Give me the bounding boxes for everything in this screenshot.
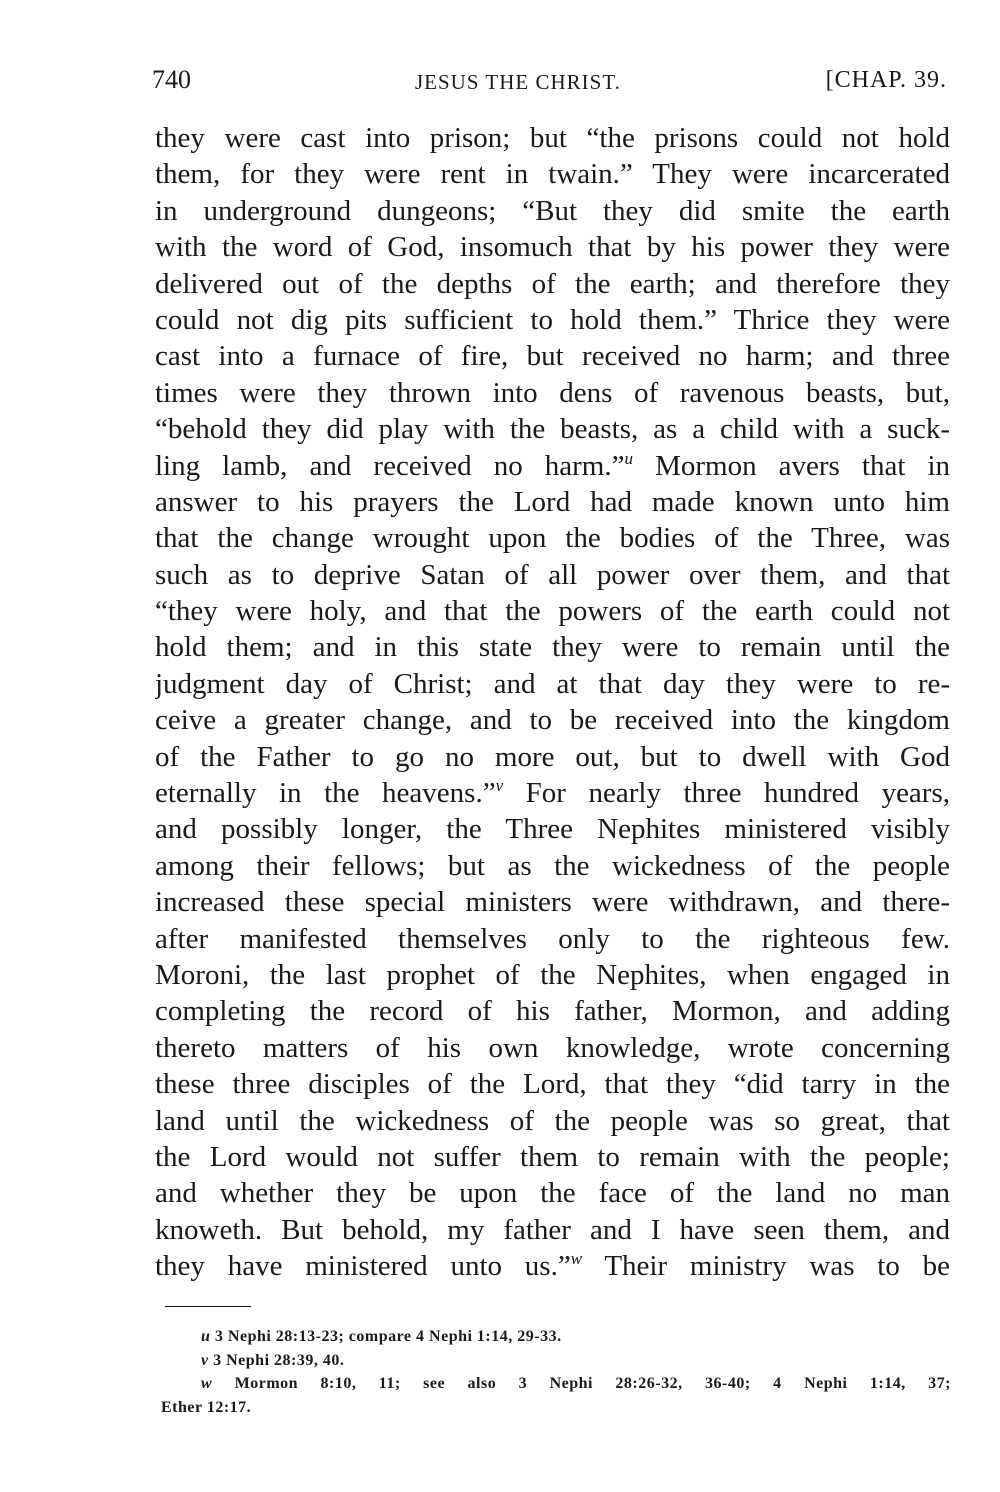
footnote-mark-w: w [201, 1375, 213, 1392]
text-line: with the word of God, insomuch that by his power they were [155, 231, 950, 264]
text-line: among their fellows; but as the wickedness of the people [155, 849, 950, 882]
footnote-ref-u[interactable]: u [624, 448, 633, 468]
text-line: thereto matters of his own knowledge, wrote concerning [155, 1031, 950, 1064]
text-line: judgment day of Christ; and at that day they were to re- [155, 667, 950, 700]
footnote-w [161, 1372, 951, 1396]
running-head [152, 60, 947, 100]
text-line: and possibly longer, the Three Nephites ministered visibly [155, 813, 950, 846]
text-line: the Lord would not suffer them to remain with the people; [155, 1140, 950, 1173]
text-line: they were cast into prison; but “the prisons could not hold [155, 122, 950, 154]
footnote-w-continuation: Ether 12:17. [161, 1398, 252, 1416]
footnote-v [161, 1349, 951, 1373]
footnote-mark-u: u [201, 1328, 211, 1345]
footnote-divider [165, 1306, 251, 1307]
text-line: completing the record of his father, Mormon, and adding [155, 995, 950, 1028]
text-line: of the Father to go no more out, but to dwell with God [155, 740, 950, 773]
footnote-text-u: 3 Nephi 28:13-23; compare 4 Nephi 1:14, 29-33. [214, 1328, 562, 1345]
text-line: and whether they be upon the face of the land no man [155, 1177, 950, 1210]
text-segment: For nearly three hundred years, [525, 777, 950, 810]
text-line: cast into a furnace of fire, but received no harm; and three [155, 340, 950, 373]
text-line: ceive a greater change, and to be received into the kingdom [155, 704, 950, 737]
text-line: “they were holy, and that the powers of the earth could not [155, 595, 950, 628]
body-text [155, 120, 950, 1285]
text-line: increased these special ministers were withdrawn, and there- [155, 886, 950, 919]
text-line: that the change wrought upon the bodies of the Three, was [155, 522, 950, 555]
text-line: after manifested themselves only to the righteous few. [155, 922, 950, 955]
text-segment: they have ministered unto us.” [155, 1250, 571, 1283]
text-line: Moroni, the last prophet of the Nephites, when engaged in [155, 958, 950, 991]
text-line: “behold they did play with the beasts, as a child with a suck- [155, 413, 950, 446]
footnotes [161, 1325, 951, 1419]
text-line-with-footnote-u [155, 448, 950, 484]
text-segment: eternally in the heavens.” [155, 777, 496, 810]
text-line: such as to deprive Satan of all power over them, and that [155, 558, 950, 591]
text-segment: Their ministry was to be [604, 1250, 950, 1283]
chapter-reference: [CHAP. 39. [825, 67, 947, 93]
text-line: answer to his prayers the Lord had made known unto him [155, 485, 950, 518]
footnote-ref-w[interactable]: w [570, 1249, 583, 1269]
footnote-mark-v: v [201, 1351, 209, 1369]
text-line-with-footnote-w [155, 1248, 950, 1284]
text-line: could not dig pits sufficient to hold them.” Thrice they were [155, 303, 950, 336]
footnote-u [161, 1325, 951, 1349]
text-line: hold them; and in this state they were to remain until the [155, 631, 950, 664]
text-line: in underground dungeons; “But they did smite the earth [155, 194, 950, 227]
footnote-ref-v[interactable]: v [495, 776, 504, 796]
text-line: delivered out of the depths of the earth; and therefore they [155, 267, 950, 300]
text-line: times were they thrown into dens of ravenous beasts, but, [155, 376, 950, 409]
text-line: these three disciples of the Lord, that they “did tarry in the [155, 1068, 950, 1101]
text-segment: Mormon avers that in [655, 449, 950, 482]
text-line: them, for they were rent in twain.” They were incarcerated [155, 158, 950, 191]
text-segment: ling lamb, and received no harm.” [155, 449, 625, 482]
text-line: knoweth. But behold, my father and I have seen them, and [155, 1213, 950, 1246]
text-line-with-footnote-v [155, 775, 950, 811]
book-title: JESUS THE CHRIST. [415, 70, 621, 94]
footnote-text-v: 3 Nephi 28:39, 40. [213, 1351, 345, 1369]
text-line: land until the wickedness of the people was so great, that [155, 1104, 950, 1137]
footnote-text-w-line1: Mormon 8:10, 11; see also 3 Nephi 28:26-32, 36-40; 4 Nephi 1:14, 37; [234, 1375, 952, 1392]
page-number: 740 [152, 65, 191, 94]
